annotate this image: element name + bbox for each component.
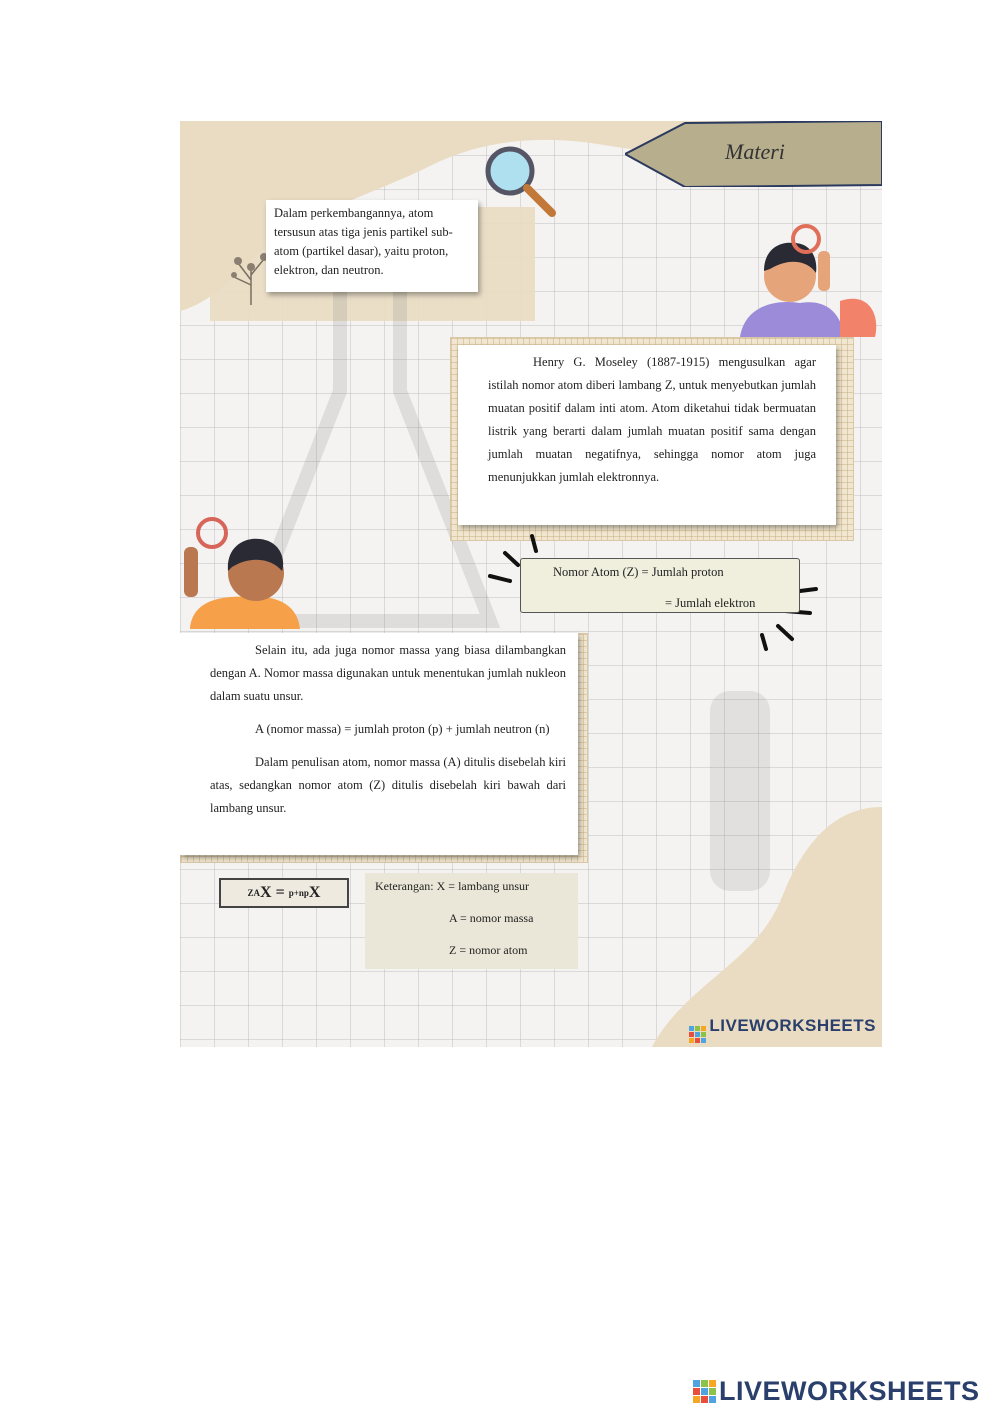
atomic-number-formula-box	[520, 558, 800, 613]
notation-pn: p+n	[288, 888, 304, 898]
moseley-text: Henry G. Moseley (1887-1915) mengusulkan agar istilah nomor atom diberi lambang Z, untuk menyebutkan jumlah muatan positif dalam inti atom. Atom diketahui tidak bermuatan listrik yang berarti dalam jumlah muatan positif sama dengan jumlah muatan negatifnya, sehingga nomor atom juga menunjukkan jumlah elektronnya.	[488, 355, 816, 484]
notation-p: p	[303, 888, 309, 898]
notation-equals: =	[271, 884, 289, 901]
liveworksheets-logo-icon	[689, 1026, 706, 1043]
mass-number-card	[180, 633, 578, 855]
liveworksheets-text-inner: LIVEWORKSHEETS	[709, 1016, 876, 1035]
intro-card	[266, 200, 478, 292]
magnifier-icon	[482, 145, 562, 219]
test-tube-illustration	[700, 681, 790, 901]
worksheet-page	[180, 121, 882, 1047]
liveworksheets-text-footer: LIVEWORKSHEETS	[719, 1376, 980, 1406]
mass-paragraph-1: Selain itu, ada juga nomor massa yang biasa dilambangkan dengan A. Nomor massa digunakan untuk menentukan jumlah nukleon dalam suatu unsur.	[210, 643, 566, 703]
keterangan-line-1: Keterangan: X = lambang unsur	[375, 879, 530, 893]
notation-x: X	[260, 884, 272, 901]
liveworksheets-logo-footer[interactable]	[693, 1376, 980, 1407]
intro-text: Dalam perkembangannya, atom tersusun atas tiga jenis partikel sub-atom (partikel dasar), yaitu proton, elektron, dan neutron.	[274, 206, 453, 277]
boy-left-illustration	[180, 511, 305, 629]
formula-line-2: = Jumlah elektron	[665, 596, 756, 610]
notation-z: Z	[247, 888, 254, 898]
moseley-card	[458, 345, 836, 525]
materi-title: Materi	[725, 139, 785, 164]
keterangan-line-3: Z = nomor atom	[449, 943, 528, 957]
mass-paragraph-2: A (nomor massa) = jumlah proton (p) + jumlah neutron (n)	[255, 722, 550, 736]
notation-x2: X	[308, 884, 321, 901]
liveworksheets-logo-icon	[693, 1380, 716, 1403]
keterangan-box	[365, 873, 578, 969]
boy-with-magnifier-illustration	[730, 221, 882, 337]
keterangan-line-2: A = nomor massa	[449, 911, 534, 925]
atom-notation-box	[219, 878, 349, 908]
notation-a: A	[253, 888, 261, 898]
liveworksheets-logo-inner	[689, 1016, 876, 1043]
formula-line-1: Nomor Atom (Z) = Jumlah proton	[553, 565, 724, 579]
mass-paragraph-3: Dalam penulisan atom, nomor massa (A) ditulis disebelah kiri atas, sedangkan nomor atom (Z) ditulis disebelah kiri bawah dari lambang unsur.	[210, 755, 566, 815]
